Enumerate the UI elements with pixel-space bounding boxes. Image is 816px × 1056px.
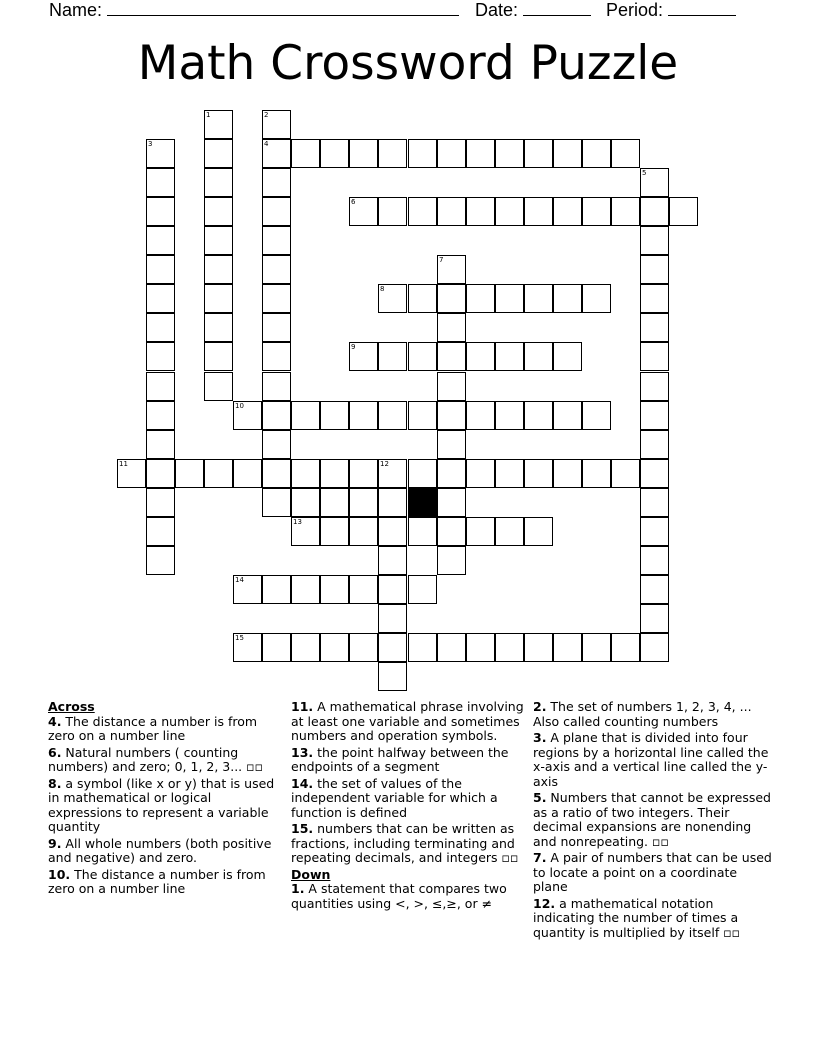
down-clue-list-continued (533, 700, 773, 940)
grid-cell[interactable] (437, 633, 466, 662)
clue-item (533, 851, 773, 895)
grid-cell[interactable] (408, 633, 437, 662)
clue-text: The distance a number is from zero on a number line (48, 866, 266, 896)
grid-cell[interactable] (640, 372, 669, 401)
grid-cell[interactable] (146, 372, 175, 401)
grid-cell[interactable] (495, 342, 524, 371)
grid-cell[interactable] (204, 168, 233, 197)
clue-number-label: 12. (533, 895, 556, 911)
clue-number: 8 (380, 285, 385, 293)
grid-cell[interactable] (437, 197, 466, 226)
grid-cell[interactable] (408, 197, 437, 226)
grid-cell[interactable] (146, 139, 175, 168)
date-label: Date: (475, 0, 519, 20)
clue-item (48, 837, 284, 866)
grid-cell[interactable] (378, 459, 407, 488)
grid-cell[interactable] (146, 459, 175, 488)
clue-number: 3 (148, 140, 153, 148)
clue-number-label: 4. (48, 713, 62, 729)
clue-item (48, 746, 284, 775)
clue-text: The set of numbers 1, 2, 3, 4, ... Also called counting numbers (533, 699, 752, 729)
grid-cell[interactable] (262, 488, 291, 517)
period-label: Period: (606, 0, 664, 20)
grid-cell[interactable] (408, 517, 437, 546)
clue-text: numbers that can be written as fractions, including terminating and repeating decimals, and integers ▫▫ (291, 821, 519, 865)
grid-cell[interactable] (378, 575, 407, 604)
grid-cell[interactable] (204, 110, 233, 139)
grid-cell[interactable] (262, 342, 291, 371)
grid-cell[interactable] (553, 139, 582, 168)
grid-cell[interactable] (291, 459, 320, 488)
grid-cell[interactable] (640, 255, 669, 284)
grid-cell[interactable] (262, 226, 291, 255)
clues-column-2 (291, 700, 525, 913)
clue-text: a mathematical notation indicating the number of times a quantity is multiplied by itself ▫▫ (533, 895, 741, 940)
grid-cell[interactable] (233, 459, 262, 488)
clue-number: 9 (351, 343, 356, 351)
grid-cell[interactable] (349, 197, 378, 226)
grid-cell[interactable] (262, 197, 291, 226)
grid-cell[interactable] (349, 401, 378, 430)
clue-text: A pair of numbers that can be used to locate a point on a coordinate plane (533, 850, 772, 894)
grid-cell[interactable] (437, 517, 466, 546)
clue-number: 2 (264, 111, 269, 119)
grid-cell[interactable] (640, 546, 669, 575)
grid-cell[interactable] (640, 430, 669, 459)
clue-number: 11 (119, 460, 128, 468)
clue-item (533, 791, 773, 849)
grid-cell[interactable] (553, 197, 582, 226)
clue-number: 7 (439, 256, 444, 264)
grid-cell[interactable] (233, 401, 262, 430)
grid-cell[interactable] (320, 517, 349, 546)
across-clue-list-continued (291, 700, 525, 866)
clue-text: the set of values of the independent variable for which a function is defined (291, 775, 498, 820)
grid-cell[interactable] (291, 633, 320, 662)
grid-cell[interactable] (204, 139, 233, 168)
grid-cell[interactable] (233, 575, 262, 604)
grid-cell[interactable] (233, 633, 262, 662)
grid-cell[interactable] (611, 459, 640, 488)
grid-cell[interactable] (640, 517, 669, 546)
grid-cell[interactable] (524, 197, 553, 226)
name-label: Name: (49, 0, 103, 20)
grid-cell[interactable] (640, 575, 669, 604)
grid-cell[interactable] (640, 604, 669, 633)
grid-cell[interactable] (320, 401, 349, 430)
grid-cell[interactable] (640, 401, 669, 430)
grid-cell[interactable] (262, 633, 291, 662)
clue-number: 1 (206, 111, 211, 119)
clue-number-label: 10. (48, 866, 71, 882)
grid-cell[interactable] (320, 459, 349, 488)
grid-cell[interactable] (320, 575, 349, 604)
clue-number: 5 (642, 169, 647, 177)
grid-cell[interactable] (349, 342, 378, 371)
clue-number: 4 (264, 140, 269, 148)
grid-cell[interactable] (553, 459, 582, 488)
clue-number: 6 (351, 198, 356, 206)
grid-cell[interactable] (495, 284, 524, 313)
grid-cell[interactable] (146, 342, 175, 371)
grid-cell[interactable] (262, 430, 291, 459)
clue-number-label: 5. (533, 790, 547, 805)
down-heading: Down (291, 866, 331, 882)
grid-cell[interactable] (378, 401, 407, 430)
grid-cell[interactable] (437, 372, 466, 401)
grid-cell[interactable] (146, 488, 175, 517)
grid-cell[interactable] (146, 517, 175, 546)
grid-cell[interactable] (349, 575, 378, 604)
grid-cell[interactable] (378, 139, 407, 168)
grid-cell[interactable] (524, 459, 553, 488)
grid-cell[interactable] (146, 430, 175, 459)
grid-cell[interactable] (204, 459, 233, 488)
grid-cell[interactable] (349, 459, 378, 488)
clue-number-label: 15. (291, 821, 314, 836)
grid-cell[interactable] (437, 430, 466, 459)
clue-number: 15 (235, 634, 244, 642)
grid-cell[interactable] (437, 459, 466, 488)
clue-item (48, 777, 284, 835)
grid-cell[interactable] (146, 313, 175, 342)
grid-cell[interactable] (640, 226, 669, 255)
grid-cell[interactable] (262, 575, 291, 604)
grid-cell[interactable] (408, 459, 437, 488)
grid-cell[interactable] (146, 226, 175, 255)
grid-cell[interactable] (378, 284, 407, 313)
clue-number: 10 (235, 402, 244, 410)
clue-number-label: 9. (48, 835, 62, 851)
grid-cell[interactable] (349, 488, 378, 517)
grid-cell[interactable] (262, 459, 291, 488)
grid-cell[interactable] (466, 633, 495, 662)
grid-cell[interactable] (553, 342, 582, 371)
grid-cell[interactable] (524, 633, 553, 662)
grid-cell[interactable] (524, 284, 553, 313)
grid-cell[interactable] (640, 342, 669, 371)
clue-number-label: 8. (48, 775, 62, 791)
black-square (408, 488, 437, 517)
grid-cell[interactable] (553, 401, 582, 430)
across-clue-list (48, 715, 284, 897)
clues-column-1 (48, 700, 284, 899)
clue-item (291, 746, 525, 775)
clue-text: The distance a number is from zero on a number line (48, 713, 258, 743)
grid-cell[interactable] (146, 546, 175, 575)
clue-text: Numbers that cannot be expressed as a ratio of two integers. Their decimal expansions are nonending and nonrepeating. ▫▫ (533, 790, 771, 849)
grid-cell[interactable] (378, 662, 407, 691)
grid-cell[interactable] (466, 401, 495, 430)
grid-cell[interactable] (582, 284, 611, 313)
grid-cell[interactable] (291, 575, 320, 604)
grid-cell[interactable] (611, 197, 640, 226)
grid-cell[interactable] (408, 401, 437, 430)
clue-item (48, 715, 284, 744)
grid-cell[interactable] (437, 401, 466, 430)
clue-number-label: 1. (291, 881, 305, 896)
grid-cell[interactable] (204, 255, 233, 284)
grid-cell[interactable] (291, 139, 320, 168)
grid-cell[interactable] (640, 459, 669, 488)
grid-cell[interactable] (611, 633, 640, 662)
clues-column-3 (533, 700, 773, 942)
grid-cell[interactable] (495, 197, 524, 226)
clue-item (291, 882, 525, 911)
grid-cell[interactable] (146, 401, 175, 430)
grid-cell[interactable] (262, 313, 291, 342)
down-clue-list (291, 882, 525, 911)
grid-cell[interactable] (146, 284, 175, 313)
grid-cell[interactable] (466, 284, 495, 313)
grid-cell[interactable] (262, 255, 291, 284)
clue-item (533, 897, 773, 941)
clue-item (533, 700, 773, 729)
grid-cell[interactable] (408, 139, 437, 168)
clue-item (533, 731, 773, 789)
grid-cell[interactable] (466, 342, 495, 371)
grid-cell[interactable] (495, 459, 524, 488)
clue-number-label: 11. (291, 699, 314, 714)
grid-cell[interactable] (582, 633, 611, 662)
grid-cell[interactable] (349, 139, 378, 168)
grid-cell[interactable] (553, 284, 582, 313)
grid-cell[interactable] (669, 197, 698, 226)
grid-cell[interactable] (349, 633, 378, 662)
grid-cell[interactable] (466, 197, 495, 226)
grid-cell[interactable] (262, 401, 291, 430)
grid-cell[interactable] (204, 284, 233, 313)
grid-cell[interactable] (408, 342, 437, 371)
grid-cell[interactable] (524, 139, 553, 168)
clue-number-label: 3. (533, 730, 547, 745)
grid-cell[interactable] (349, 517, 378, 546)
clue-number-label: 2. (533, 699, 547, 714)
grid-cell[interactable] (378, 517, 407, 546)
grid-cell[interactable] (640, 633, 669, 662)
grid-cell[interactable] (437, 255, 466, 284)
clue-item (48, 868, 284, 897)
clue-number-label: 7. (533, 850, 547, 865)
grid-cell[interactable] (291, 517, 320, 546)
grid-cell[interactable] (262, 139, 291, 168)
across-heading: Across (48, 699, 95, 714)
grid-cell[interactable] (437, 546, 466, 575)
grid-cell[interactable] (437, 488, 466, 517)
grid-cell[interactable] (495, 517, 524, 546)
grid-cell[interactable] (611, 139, 640, 168)
grid-cell[interactable] (553, 633, 582, 662)
grid-cell[interactable] (437, 284, 466, 313)
grid-cell[interactable] (466, 517, 495, 546)
grid-cell[interactable] (582, 197, 611, 226)
grid-cell[interactable] (320, 488, 349, 517)
clue-text: a symbol (like x or y) that is used in mathematical or logical expressions to represent a variable quantity (48, 775, 275, 834)
grid-cell[interactable] (495, 633, 524, 662)
grid-cell[interactable] (204, 372, 233, 401)
grid-cell[interactable] (466, 139, 495, 168)
grid-cell[interactable] (582, 401, 611, 430)
clue-number-label: 14. (291, 775, 314, 791)
clue-item (291, 700, 525, 744)
grid-cell[interactable] (378, 488, 407, 517)
grid-cell[interactable] (640, 488, 669, 517)
grid-cell[interactable] (524, 401, 553, 430)
grid-cell[interactable] (320, 633, 349, 662)
grid-cell[interactable] (582, 139, 611, 168)
grid-cell[interactable] (204, 226, 233, 255)
clue-number: 13 (293, 518, 302, 526)
clue-text: the point halfway between the endpoints of a segment (291, 744, 509, 774)
clue-number: 14 (235, 576, 244, 584)
grid-cell[interactable] (466, 459, 495, 488)
grid-cell[interactable] (640, 313, 669, 342)
grid-cell[interactable] (262, 168, 291, 197)
grid-cell[interactable] (204, 313, 233, 342)
grid-cell[interactable] (262, 372, 291, 401)
grid-cell[interactable] (291, 401, 320, 430)
clue-text: A mathematical phrase involving at least one variable and sometimes numbers and operation symbols. (291, 699, 524, 743)
grid-cell[interactable] (146, 255, 175, 284)
grid-cell[interactable] (495, 401, 524, 430)
clue-number-label: 13. (291, 744, 314, 760)
grid-cell[interactable] (437, 313, 466, 342)
grid-cell[interactable] (378, 197, 407, 226)
grid-cell[interactable] (175, 459, 204, 488)
grid-cell[interactable] (437, 139, 466, 168)
grid-cell[interactable] (320, 139, 349, 168)
grid-cell[interactable] (495, 139, 524, 168)
clue-item (291, 777, 525, 821)
page-title: Math Crossword Puzzle (137, 36, 679, 91)
grid-cell[interactable] (378, 546, 407, 575)
grid-cell[interactable] (146, 168, 175, 197)
grid-cell[interactable] (204, 342, 233, 371)
grid-cell[interactable] (291, 488, 320, 517)
grid-cell[interactable] (524, 342, 553, 371)
grid-cell[interactable] (408, 284, 437, 313)
grid-cell[interactable] (437, 342, 466, 371)
clue-text: All whole numbers (both positive and negative) and zero. (48, 835, 272, 865)
clue-text: A plane that is divided into four regions by a horizontal line called the x-axis and a vertical line called the y-axis (533, 730, 769, 789)
grid-cell[interactable] (378, 604, 407, 633)
grid-cell[interactable] (262, 284, 291, 313)
grid-cell[interactable] (408, 575, 437, 604)
grid-cell[interactable] (640, 284, 669, 313)
grid-cell[interactable] (582, 459, 611, 488)
clue-number-label: 6. (48, 744, 62, 760)
clue-text: Natural numbers ( counting numbers) and zero; 0, 1, 2, 3... ▫▫ (48, 744, 264, 774)
grid-cell[interactable] (378, 633, 407, 662)
clue-item (291, 822, 525, 866)
grid-cell[interactable] (524, 517, 553, 546)
clue-number: 12 (380, 460, 389, 468)
grid-cell[interactable] (204, 197, 233, 226)
clue-text: A statement that compares two quantities using <, >, ≤,≥, or ≠ (291, 881, 507, 911)
grid-cell[interactable] (146, 197, 175, 226)
grid-cell[interactable] (640, 197, 669, 226)
grid-cell[interactable] (117, 459, 146, 488)
grid-cell[interactable] (640, 168, 669, 197)
grid-cell[interactable] (378, 342, 407, 371)
grid-cell[interactable] (262, 110, 291, 139)
